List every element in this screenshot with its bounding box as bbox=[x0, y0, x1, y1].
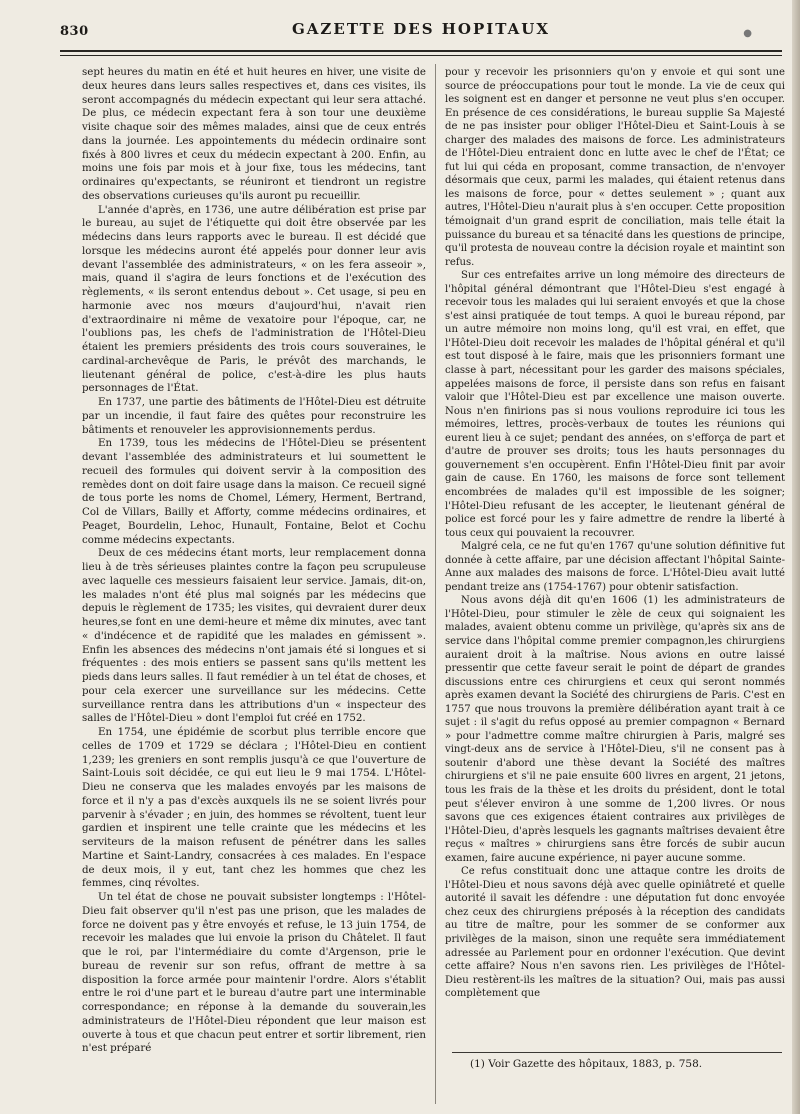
page-number: 830 bbox=[60, 24, 89, 39]
right-paragraph-5: Ce refus constituait donc une attaque contre les droits de l'Hôtel-Dieu et nous savons déjà avec quelle opiniâtreté et quelle autorité il savait les défendre : une députation fut donc envoyée chez ceux des chirurgiens préposés à la réception des candidats au titre de maître, pour les sommer de se conformer aux privilèges de la maison, sinon une requête sera immédiatement adressée au Parlement pour en ordonner l'exécution. Que devint cette affaire? Nous n'en savons rien. Les privilèges de l'Hôtel-Dieu restèrent-ils les maîtres de la situation? Oui, mais pas aussi complètement que bbox=[445, 866, 785, 1000]
ink-dot-mark: ● bbox=[743, 28, 752, 39]
header-rule-thin bbox=[60, 55, 782, 56]
right-paragraph-3: Malgré cela, ce ne fut qu'en 1767 qu'une solution définitive fut donnée à cette affaire, par une décision affectant l'hôpital Sainte-Anne aux malades des maisons de force. L'Hôtel-Dieu avait lutté pendant treize ans (1754-1767) pour obtenir satisfaction. bbox=[445, 541, 785, 593]
journal-title: GAZETTE DES HOPITAUX bbox=[291, 20, 550, 38]
header-rule-thick bbox=[60, 50, 782, 52]
left-paragraph-5: Deux de ces médecins étant morts, leur remplacement donna lieu à de très sérieuses plaintes contre la façon peu scrupuleuse avec laquelle ces messieurs faisaient leur service. Jamais, dit-on, les malades n'ont été plus mal soignés par les médecins que depuis le règlement de 1735; les visites, qui devraient durer deux heures,se font en une demi-heure et même dix minutes, avec tant « d'indécence et de rapidité que les malades en gémissent ». Enfin les absences des médecins n'ont jamais été si longues et si fréquentes : des mois entiers se passent sans qu'ils mettent les pieds dans leurs salles. Il faut remédier à un tel état de choses, et pour cela exercer une surveillance sur les médecins. Cette surveillance rentra dans les attributions d'un « inspecteur des salles de l'Hôtel-Dieu » dont l'emploi fut créé en 1752. bbox=[82, 547, 426, 725]
column-divider bbox=[435, 64, 436, 1104]
footnote-text: Voir Gazette des hôpitaux, 1883, p. 758. bbox=[488, 1058, 703, 1070]
footnote bbox=[470, 1058, 790, 1071]
left-paragraph-7: Un tel état de chose ne pouvait subsister longtemps : l'Hôtel-Dieu fait observer qu'il n'est pas une prison, que les malades de force ne doivent pas y être envoyés et refuse, le 13 juin 1754, de recevoir les malades que lui envoie la prison du Châtelet. Il faut que le roi, par l'intermédiaire du comte d'Argenson, prie le bureau de revenir sur son refus, offrant de mettre à sa disposition la force armée pour maintenir l'ordre. Alors s'établit entre le roi d'une part et le bureau d'autre part une interminable correspondance; en réponse à la demande du souverain,les administrateurs de l'Hôtel-Dieu répondent que leur maison est ouverte à tous et que chacun peut entrer et sortir librement, rien n'est préparé bbox=[82, 891, 426, 1055]
page-header bbox=[60, 18, 782, 46]
left-paragraph-4: En 1739, tous les médecins de l'Hôtel-Dieu se présentent devant l'assemblée des administrateurs et lui soumettent le recueil des formules qui doivent servir à la composition des remèdes dont on doit faire usage dans la maison. Ce recueil signé de tous porte les noms de Chomel, Lémery, Herment, Bertrand, Col de Villars, Bailly et Afforty, comme médecins ordinaires, et Peaget, Bourdelin, Lehoc, Hunault, Fontaine, Belot et Cochu comme médecins expectants. bbox=[82, 437, 426, 546]
right-paragraph-1: pour y recevoir les prisonniers qu'on y envoie et qui sont une source de préoccupations pour tout le monde. La vie de ceux qui les soignent est en danger et personne ne veut plus s'en occuper. En présence de ces considérations, le bureau supplie Sa Majesté de ne pas insister pour obliger l'Hôtel-Dieu et Saint-Louis à se charger des malades des maisons de force. Les administrateurs de l'Hôtel-Dieu entraient donc en lutte avec le chef de l'État; ce fut lui qui céda en proposant, comme transaction, de n'envoyer désormais que ceux, parmi les malades, qui étaient retenus dans les maisons de force, pour « dettes seulement » ; quant aux autres, l'Hôtel-Dieu n'aurait plus à s'en occuper. Cette proposition témoignait d'un grand esprit de conciliation, mais telle était la puissance du bureau et sa ténacité dans les questions de principe, qu'il protesta de nouveau contre la décision royale et maintint son refus. bbox=[445, 67, 785, 268]
right-column bbox=[445, 66, 785, 1001]
left-paragraph-3: En 1737, une partie des bâtiments de l'Hôtel-Dieu est détruite par un incendie, il faut faire des quêtes pour reconstruire les bâtiments et renouveler les approvisionnements perdus. bbox=[82, 396, 426, 436]
left-column bbox=[82, 66, 426, 1056]
right-paragraph-2: Sur ces entrefaites arrive un long mémoire des directeurs de l'hôpital général démontrant que l'Hôtel-Dieu s'est engagé à recevoir tous les malades qui lui seraient envoyés et que la chose s'est ainsi pratiquée de tout temps. A quoi le bureau répond, par un autre mémoire non moins long, qu'il est vrai, en effet, que l'Hôtel-Dieu doit recevoir les malades de l'hôpital général et qu'il est tout disposé à le faire, mais que les prisonniers formant une classe à part, nécessitant pour les garder des maisons spéciales, appelées maisons de force, il persiste dans son refus en faisant valoir que l'Hôtel-Dieu est par excellence une maison ouverte. Nous n'en finirions pas si nous voulions reproduire ici tous les mémoires, lettres, procès-verbaux de toutes les réunions qui eurent lieu à ce sujet; pendant des années, on s'efforça de part et d'autre de prouver ses droits; tous les hauts personnages du gouvernement s'en occupèrent. Enfin l'Hôtel-Dieu finit par avoir gain de cause. En 1760, les maisons de force sont tellement encombrées de malades qu'il est impossible de les soigner; l'Hôtel-Dieu refusant de les accepter, le lieutenant général de police est forcé pour les y faire admettre de rendre la liberté à tous ceux qui pouvaient la recouvrer. bbox=[445, 270, 785, 539]
footnote-rule bbox=[452, 1052, 782, 1053]
right-paragraph-4: Nous avons déjà dit qu'en 1606 (1) les administrateurs de l'Hôtel-Dieu, pour stimuler le zèle de ceux qui soignaient les malades, avaient obtenu comme un privilège, qu'après six ans de service dans l'hôpital comme premier compagnon,les chirurgiens auraient droit à la maîtrise. Nous avions en outre laissé pressentir que cette faveur serait le point de départ de grandes discussions entre ces chirurgiens et ceux qui seront nommés après examen devant la Société des chirurgiens de Paris. C'est en 1757 que nous trouvons la première délibération ayant trait à ce sujet : il s'agit du refus opposé au premier compagnon « Bernard » pour l'admettre comme maître chirurgien à Paris, malgré ses vingt-deux ans de service à l'Hôtel-Dieu, s'il ne consent pas à soutenir d'abord une thèse devant la Société des maîtres chirurgiens et s'il ne paie ensuite 600 livres en argent, 21 jetons, tous les frais de la thèse et les droits du président, dont le total peut s'élever environ à une somme de 1,200 livres. Or nous savons que ces exigences étaient contraires aux privilèges de l'Hôtel-Dieu, d'après lesquels les gagnants maîtrises devaient être reçus « maîtres » chirurgiens sans être forcés de subir aucun examen, faire aucune expérience, ni payer aucune somme. bbox=[445, 595, 785, 864]
left-paragraph-6: En 1754, une épidémie de scorbut plus terrible encore que celles de 1709 et 1729 se déclara ; l'Hôtel-Dieu en contient 1,239; les greniers en sont remplis jusqu'à ce que l'ouverture de Saint-Louis soit décidée, ce qui eut lieu le 9 mai 1754. L'Hôtel-Dieu ne conserva que les malades envoyés par les maisons de force et il n'y a pas d'excès auxquels ils ne se soient livrés pour parvenir à s'évader ; en juin, des hommes se révoltent, tuent leur gardien et inspirent une telle crainte que les médecins et les serviteurs de la maison refusent de pénétrer dans les salles Martine et Saint-Landry, consacrées à ces malades. En l'espace de deux mois, il y eut, tant chez les hommes que chez les femmes, cinq révoltes. bbox=[82, 726, 426, 890]
page-edge-shadow bbox=[792, 0, 800, 1114]
left-paragraph-1: sept heures du matin en été et huit heures en hiver, une visite de deux heures dans leurs salles respectives et, dans ces visites, ils seront accompagnés du médecin expectant qui leur sera attaché. De plus, ce médecin expectant fera à son tour une deuxième visite chaque soir des mêmes malades, ainsi que de ceux entrés dans la journée. Les appointements du médecin ordinaire sont fixés à 800 livres et ceux du médecin expectant à 200. Enfin, au moins une fois par mois et à jour fixe, tous les médecins, tant ordinaires qu'expectants, se réuniront et tiendront un registre des observations curieuses qu'ils auront pu recueillir. bbox=[82, 66, 426, 202]
left-paragraph-2: L'année d'après, en 1736, une autre délibération est prise par le bureau, au sujet de l'étiquette qui doit être observée par les médecins dans leurs rapports avec le bureau. Il est décidé que lorsque les médecins auront été appelés pour donner leur avis devant l'assemblée des administrateurs, « on les fera asseoir », mais, quand il s'agira de leurs fonctions et de l'exécution des règlements, « ils seront entendus debout ». Cet usage, si peu en harmonie avec nos mœurs d'aujourd'hui, n'avait rien d'extraordinaire ni même de vexatoire pour l'époque, car, ne l'oublions pas, les chefs de l'administration de l'Hôtel-Dieu étaient les premiers présidents des trois cours souveraines, le cardinal-archevêque de Paris, le prévôt des marchands, le lieutenant général de police, c'est-à-dire les plus hauts personnages de l'État. bbox=[82, 203, 426, 395]
footnote-marker: (1) bbox=[470, 1058, 485, 1070]
